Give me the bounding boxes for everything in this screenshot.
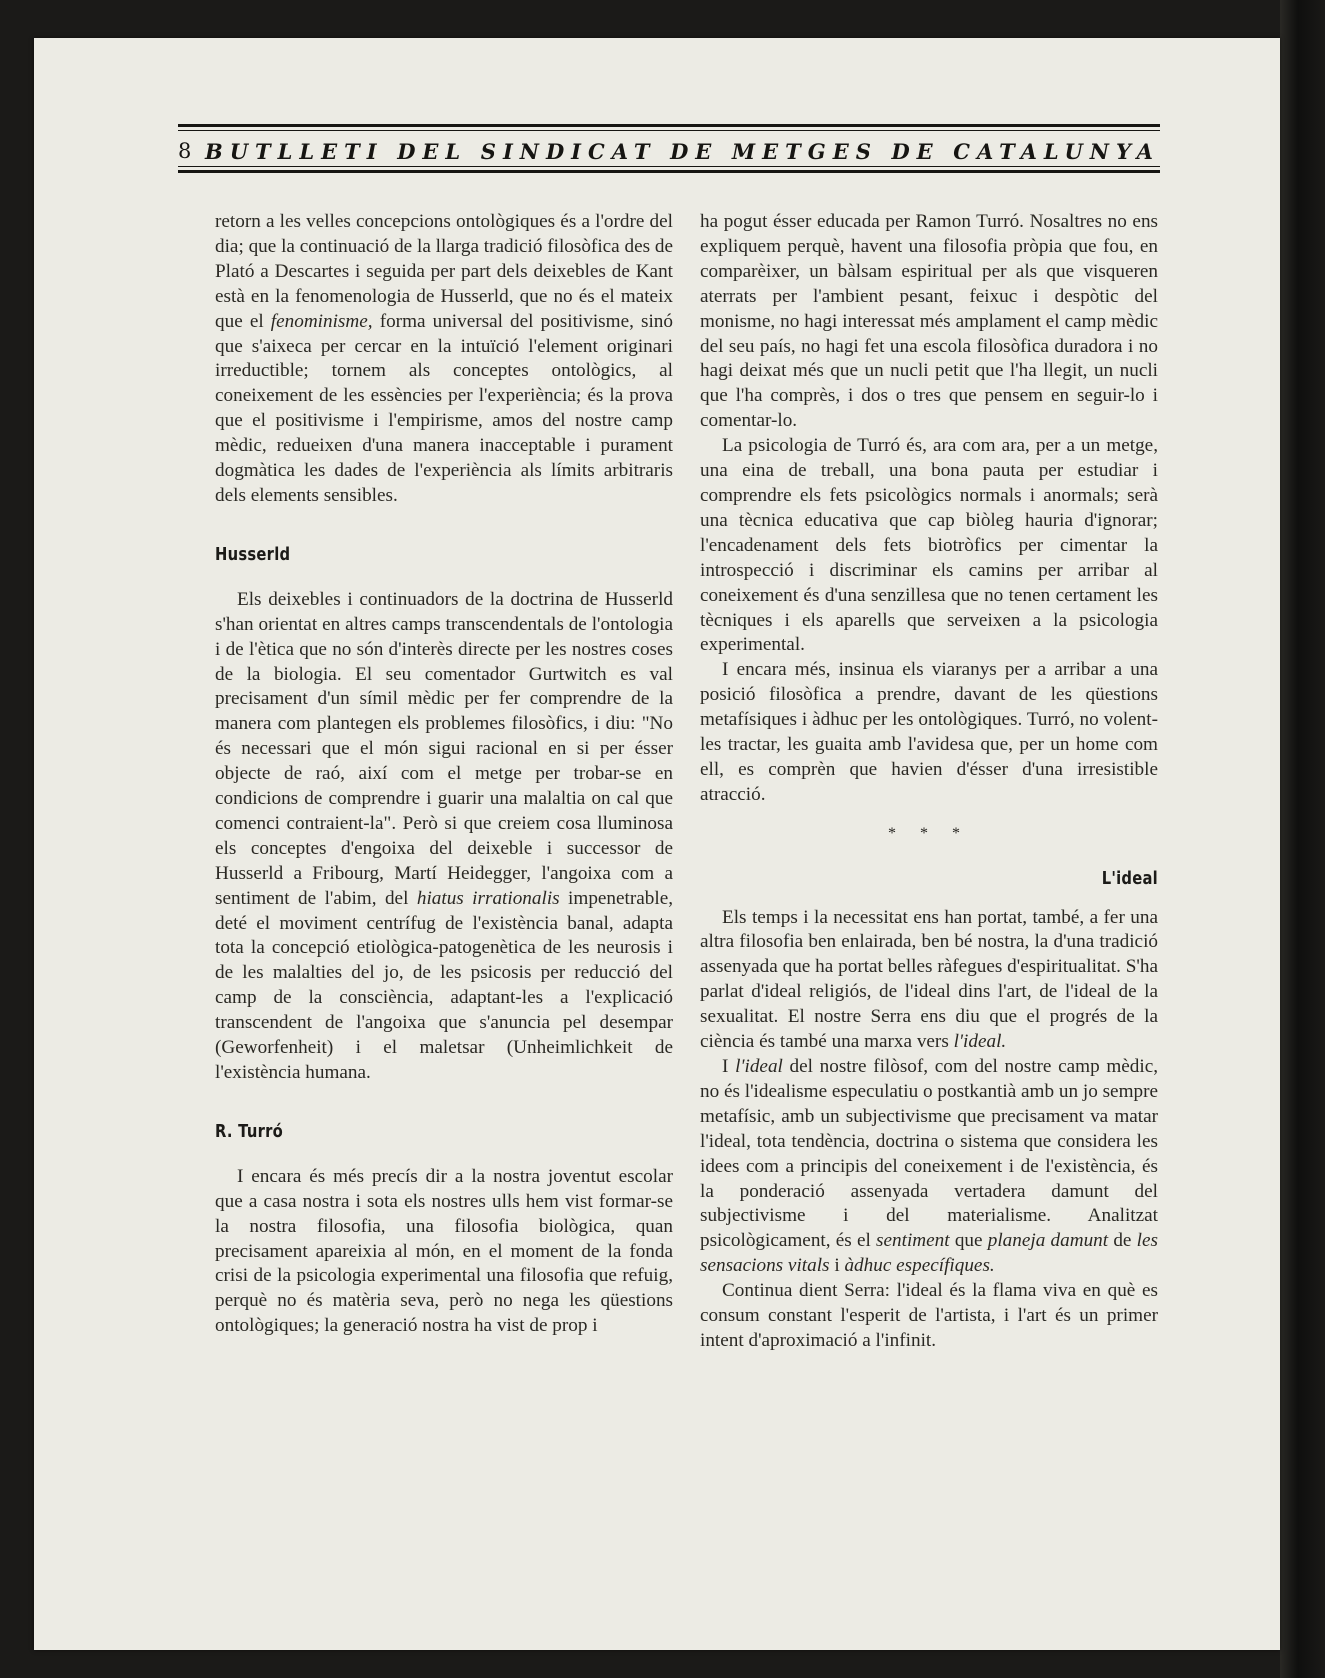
header-word: CATALUNYA xyxy=(953,138,1160,164)
paragraph: retorn a les velles concepcions ontològiques és a l'ordre del dia; que la continuació de la llarga tradició filosòfica des de Plató a Descartes i seguida per part dels deixebles de Kant està en la fenomenologia de Husserld, que no és el mateix que el fenominisme, forma universal del positivisme, sinó que s'aixeca per cercar en la intuïció l'element originari irreductible; tornem als conceptes ontològics, al coneixement de les essències per l'experiència; és la prova que el positivisme i l'empirisme, amos del nostre camp mèdic, redueixen d'una manera inacceptable i purament dogmàtica les dades de l'experiència als límits arbitraris dels elements sensibles. xyxy=(215,211,673,506)
italic-term: l'ideal xyxy=(735,1056,783,1077)
paragraph: I encara és més precís dir a la nostra joventut escolar que a casa nostra i sota els nostres ulls hem vist formar-se la nostra filosofia, una filosofia biològica, quan precisament apareixia al món, en el moment de la fonda crisi de la psicologia experimental una filosofia que refuig, perquè no és matèria seva, però no nega les qüestions ontològiques; la generació nostra ha vist de prop i xyxy=(215,1165,673,1337)
italic-term: les sensacions vitals xyxy=(700,1230,1158,1277)
paragraph: Continua dient Serra: l'ideal és la flama viva en què es consum constant l'esperit de l'artista, i l'art és un primer intent d'aproximació a l'infinit. xyxy=(700,1280,1158,1351)
right-column xyxy=(700,210,1158,1354)
section-heading: L'ideal xyxy=(1101,867,1158,889)
header-rule-top xyxy=(178,124,1160,127)
header-title xyxy=(178,136,1160,166)
italic-term: planeja damunt xyxy=(987,1230,1109,1252)
header-rule-bottom-thin xyxy=(178,166,1160,167)
scan-edge xyxy=(1280,0,1325,1678)
header-rule-bottom xyxy=(178,170,1160,173)
paragraph: I l'ideal del nostre filòsof, com del nostre camp mèdic, no és l'idealisme especulatiu o postkantià amb un jo sempre metafísic, amb un subjectivisme que precisament va matar l'ideal, tota tendència, doctrina o sistema que considera les idees com a principis del coneixement i de l'existència, és la ponderació assenyada vertadera damunt del subjectivisme i del materialisme. Analitzat psicològicament, és el sentiment que planeja damunt de les sensacions vitals i àdhuc específiques. xyxy=(700,1056,1159,1277)
section-heading: Husserld xyxy=(215,543,291,565)
header-word: DE xyxy=(670,138,719,164)
italic-term: hiatus irrationalis xyxy=(416,887,560,909)
paragraph: I encara més, insinua els viaranys per a arribar a una posició filosòfica a prendre, davant de les qüestions metafísiques i àdhuc per les ontològiques. Turró, no volent-les tractar, les guaita amb l'avidesa que, per un home com ell, es comprèn que havien d'ésser d'una irresistible atracció. xyxy=(700,659,1158,805)
left-column xyxy=(215,210,673,1339)
italic-term: àdhuc específiques. xyxy=(844,1255,995,1277)
paragraph: Els deixebles i continuadors de la doctrina de Husserld s'han orientat en altres camps transcendentals de l'ontologia i de l'ètica que no són d'interès directe per les nostres coses de la biologia. El seu comentador Gurtwitch es val precisament d'un símil mèdic per fer comprendre de la manera com plantegen els problemes filosòfics, i diu: "No és necessari que el món sigui racional en si per ésser objecte de raó, així com el metge per trobar-se en condicions de comprendre i guarir una malaltia on cal que comenci contraient-la". Però si que creiem cosa lluminosa els conceptes d'engoixa del deixeble i successor de Husserld a Fribourg, Martí Heidegger, l'angoixa com a sentiment de l'abim, del hiatus irrationalis impenetrable, deté el moviment centrífug de l'existència banal, adapta tota la concepció etiològica-patogenètica de les neurosis i de les malalties del jo, de les psicosis per reducció del camp de la consciència, adaptant-les a l'explicació transcendent de l'angoixa que s'anuncia pel desempar (Geworfenheit) i el maletsar (Unheimlichkeit de l'existència humana. xyxy=(215,588,674,1083)
italic-term: l'ideal. xyxy=(953,1031,1007,1053)
italic-term: sentiment xyxy=(876,1230,950,1252)
italic-term: fenominisme, xyxy=(270,310,373,332)
header-word: DE xyxy=(891,138,940,164)
header-rule-top-thin xyxy=(178,130,1160,131)
header-word: SINDICAT xyxy=(480,138,657,164)
header-word: DEL xyxy=(397,138,468,164)
running-header xyxy=(178,88,1160,178)
header-word: BUTLLETI xyxy=(204,138,384,164)
paragraph: La psicologia de Turró és, ara com ara, per a un metge, una eina de treball, una bona pauta per estudiar i comprendre els fets psicològics normals i anormals; serà una tècnica educativa que cap biòleg hauria d'ignorar; l'encadenament dels fets biotròfics per cimentar la introspecció i discriminar els camins per arribar al coneixement és d'una senzillesa que no tenen certament les tècniques i els aparells que serveixen a la psicologia experimental. xyxy=(700,435,1158,656)
page-number: 8 xyxy=(178,139,192,163)
section-separator: * * * xyxy=(888,824,970,842)
paragraph: Els temps i la necessitat ens han portat, també, a fer una altra filosofia ben enlairada, ben bé nostra, la d'una tradició assenyada que ha portat belles ràfegues d'espiritualitat. S'ha parlat d'ideal religiós, de l'ideal dins l'art, de l'ideal de la sexualitat. El nostre Serra ens diu que el progrés de la ciència és també una marxa vers l'ideal. xyxy=(700,906,1158,1053)
paragraph: ha pogut ésser educada per Ramon Turró. Nosaltres no ens expliquem perquè, havent una filosofia pròpia que fou, en comparèixer, un bàlsam espiritual per als que visqueren aterrats per l'ambient pesant, feixuc i despòtic del monisme, no hagi interessat més amplament el camp mèdic del seu país, no hagi fet una escola filosòfica duradora i no hagi deixat més que un nucli petit que l'ha llegit, un nucli que l'ha comprès, i dos o tres que pensem en seguir-lo i comentar-lo. xyxy=(700,211,1158,432)
section-heading: R. Turró xyxy=(215,1120,284,1142)
header-word: METGES xyxy=(731,138,878,164)
